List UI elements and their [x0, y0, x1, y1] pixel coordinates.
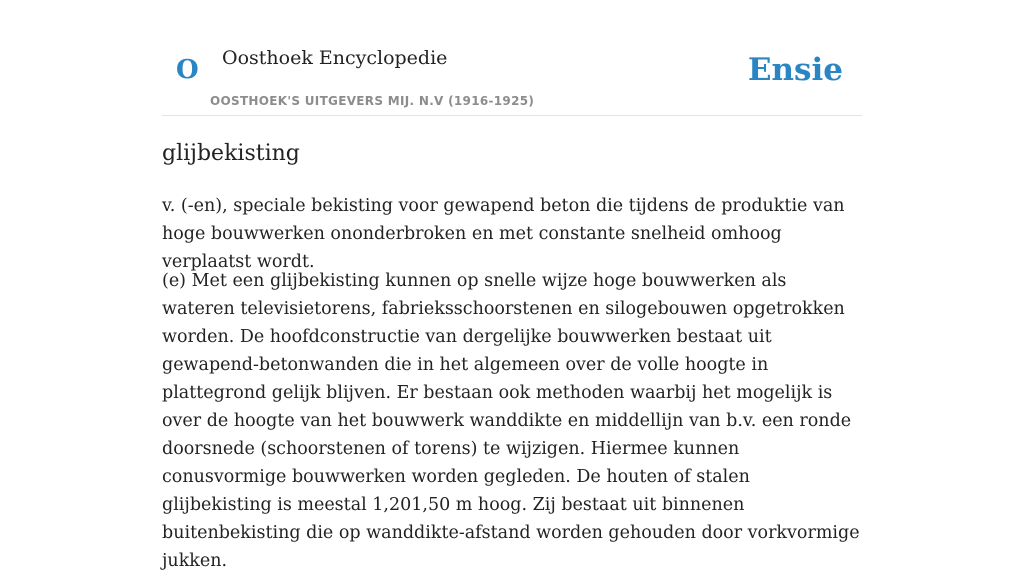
- page-container: [162, 0, 862, 571]
- entry-body: (e) Met een glijbekisting kunnen op snelle wijze hoge bouwwerken als wateren televisietorens, fabrieksschoorstenen en silogebouwen opgetrokken worden. De hoofdconstructie van dergelijke bouwwerken bestaat uit gewapend-betonwanden die in het algemeen over de volle hoogte in plattegrond gelijk blijven. Er bestaan ook methoden waarbij het mogelijk is over de hoogte van het bouwwerk wanddikte en middellijn van b.v. een ronde doorsnede (schoorstenen of torens) te wijzigen. Hiermee kunnen conusvormige bouwwerken worden gegleden. De houten of stalen glijbekisting is meestal 1,201,50 m hoog. Zij bestaat uit binnenen buitenbekisting die op wanddikte-afstand worden gehouden door vorkvormige jukken.: [162, 271, 860, 571]
- letter-badge[interactable]: O: [176, 55, 199, 85]
- entry-title: glijbekisting: [162, 141, 300, 166]
- entry-definition: v. (-en), speciale bekisting voor gewapend beton die tijdens de produktie van hoge bouwwerken ononderbroken en met constante snelheid omhoog verplaatst wordt.: [162, 196, 845, 272]
- header: [162, 0, 862, 116]
- publisher-label: OOSTHOEK'S UITGEVERS MIJ. N.V (1916-1925): [210, 94, 535, 108]
- book-title[interactable]: Oosthoek Encyclopedie: [222, 47, 448, 69]
- brand-logo[interactable]: Ensie: [747, 52, 843, 88]
